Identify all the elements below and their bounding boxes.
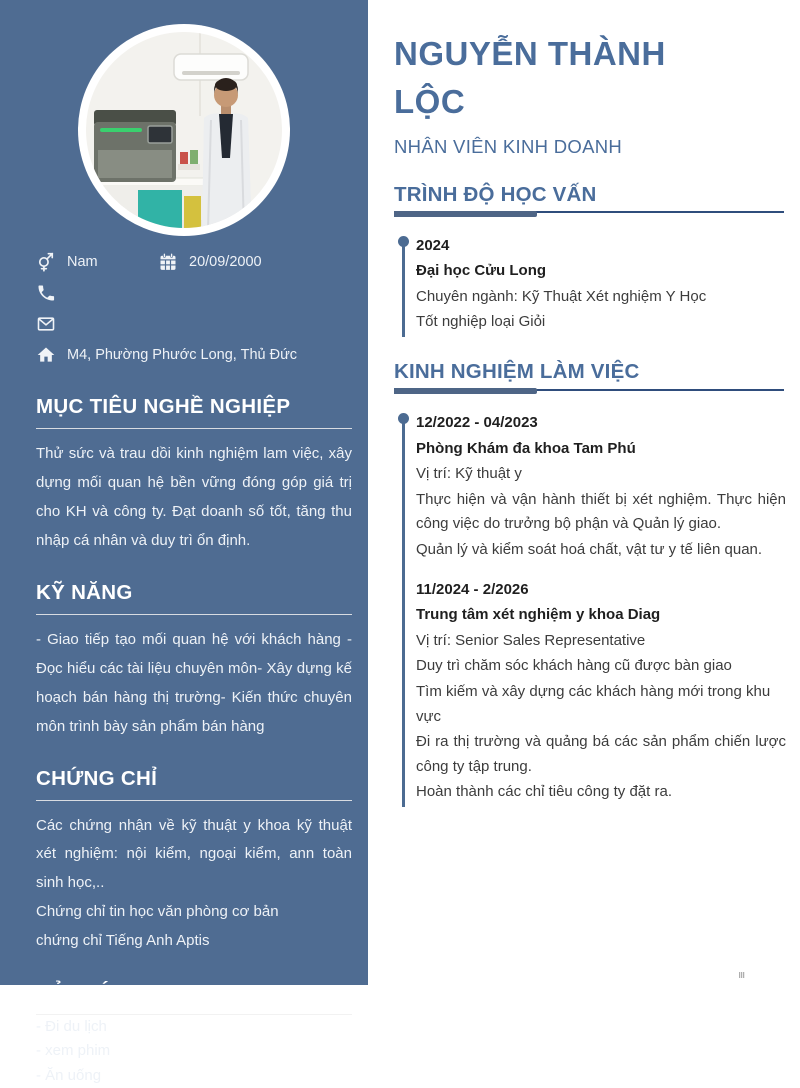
hobby-item: - xem phim xyxy=(36,1042,111,1060)
education-period: 2024 xyxy=(416,236,450,254)
education-header xyxy=(394,183,786,217)
experience-detail: Tìm kiếm và xây dựng các khách hàng mới trong khu vực xyxy=(416,683,771,725)
experience-period: 11/2024 - 2/2026 xyxy=(416,580,529,598)
certificate-line: Các chứng nhận về kỹ thuật y khoa kỹ thuật xét nghiệm: nội kiểm, ngoại kiểm, ann toàn sinh học,.. xyxy=(36,816,352,892)
skills-section xyxy=(36,581,352,742)
experience-detail: Vị trí: Senior Sales Representative xyxy=(416,631,646,649)
objective-title: MỤC TIÊU NGHỀ NGHIỆP xyxy=(36,395,352,429)
experience-company: Phòng Khám đa khoa Tam Phú xyxy=(416,439,636,457)
experience-detail: Đi ra thị trường và quảng bá các sản phẩm chiến lược công ty tập trung. xyxy=(416,733,786,775)
hobby-item: - Ăn uống xyxy=(36,1066,102,1084)
gender-icon xyxy=(36,252,56,272)
hobbies-title: SỞ THÍCH xyxy=(36,981,352,1015)
experience-detail: Thực hiện và vận hành thiết bị xét nghiệm. Thực hiện công việc do trưởng bộ phận và Quản lý giao. xyxy=(416,490,786,533)
experience-detail: Vị trí: Kỹ thuật y xyxy=(416,465,522,483)
home-icon xyxy=(36,345,56,365)
experience-timeline xyxy=(398,411,786,805)
experience-entry xyxy=(416,578,786,805)
certificate-line: chứng chỉ Tiếng Anh Aptis xyxy=(36,932,210,950)
mail-icon xyxy=(36,314,56,334)
experience-entry xyxy=(416,411,786,563)
experience-title: KINH NGHIỆM LÀM VIỆC xyxy=(394,360,640,384)
education-timeline xyxy=(398,234,786,335)
experience-period: 12/2022 - 04/2023 xyxy=(416,414,538,432)
education-detail: Chuyên ngành: Kỹ Thuật Xét nghiệm Y Học xyxy=(416,287,707,305)
job-title: NHÂN VIÊN KINH DOANH xyxy=(394,135,623,157)
page-title: NGUYỄN THÀNH LỘC xyxy=(394,35,666,120)
education-entry xyxy=(416,234,786,335)
objective-body: Thử sức và trau dồi kinh nghiệm lam việc, xây dựng mối quan hệ bền vững đóng góp giá trị cho KH và công ty. Đạt doanh số tốt, tăng thu nhập cá nhân và duy trì ổn định. xyxy=(36,445,352,549)
gender-value: Nam xyxy=(67,253,98,270)
objective-section xyxy=(36,395,352,556)
experience-detail: Hoàn thành các chỉ tiêu công ty đặt ra. xyxy=(416,783,672,801)
sidebar xyxy=(0,0,368,1084)
experience-section xyxy=(394,360,786,805)
experience-detail: Quản lý và kiểm soát hoá chất, vật tư y tế liên quan. xyxy=(416,541,763,559)
certificates-section xyxy=(36,767,352,957)
info-row-phone xyxy=(36,277,348,308)
personal-info xyxy=(36,246,348,370)
profile-photo-illustration xyxy=(78,24,290,236)
certificate-line: Chứng chỉ tin học văn phòng cơ bản xyxy=(36,903,279,921)
address-value: M4, Phường Phước Long, Thủ Đức xyxy=(67,346,298,363)
birthday-value: 20/09/2000 xyxy=(189,253,262,270)
experience-company: Trung tâm xét nghiệm y khoa Diag xyxy=(416,606,661,624)
info-row-address xyxy=(36,339,348,370)
profile-photo xyxy=(78,24,290,236)
skills-body: - Giao tiếp tạo mối quan hệ với khách hàng - Đọc hiểu các tài liệu chuyên môn- Xây dựng kế hoạch bán hàng thị trường- Kiến thức chuyên môn trình bày sản phẩm bán hàng xyxy=(36,630,352,735)
phone-icon xyxy=(36,283,56,303)
hobby-item: - Đi du lịch xyxy=(36,1018,107,1036)
calendar-icon xyxy=(158,252,178,272)
main-column xyxy=(368,0,800,994)
info-row-gender-birthday xyxy=(36,246,348,277)
experience-header xyxy=(394,360,786,394)
info-row-email xyxy=(36,308,348,339)
education-title: TRÌNH ĐỘ HỌC VẤN xyxy=(394,182,597,206)
skills-title: KỸ NĂNG xyxy=(36,581,352,615)
watermark-mark xyxy=(739,972,745,978)
education-detail: Tốt nghiệp loại Giỏi xyxy=(416,313,546,331)
education-section xyxy=(394,183,786,335)
hobbies-section xyxy=(36,981,352,1088)
certificates-title: CHỨNG CHỈ xyxy=(36,767,352,801)
experience-detail: Duy trì chăm sóc khách hàng cũ được bàn giao xyxy=(416,657,732,675)
education-school: Đại học Cửu Long xyxy=(416,262,547,280)
